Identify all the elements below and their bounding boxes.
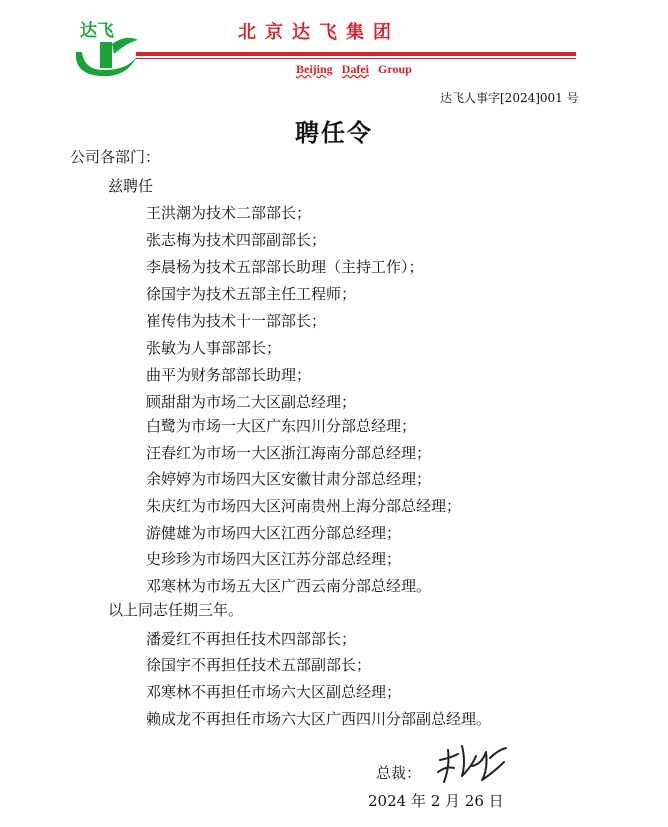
appointment-item: 朱庆红为市场四大区河南贵州上海分部总经理；	[146, 497, 462, 515]
company-en-word-3: Group	[378, 62, 412, 76]
signer-label: 总裁：	[376, 764, 422, 782]
company-en-word-1: Beijing	[296, 62, 333, 76]
appointment-item: 崔传伟为技术十一部部长；	[146, 312, 327, 330]
appointment-item: 史珍珍为市场四大区江苏分部总经理；	[146, 550, 402, 568]
appointment-item: 白鹭为市场一大区广东四川分部总经理；	[146, 417, 417, 435]
appointment-item: 张志梅为技术四部副部长；	[146, 231, 327, 249]
header-rule-thin	[136, 58, 576, 59]
dismissal-item: 邓寒林不再担任市场六大区副总经理；	[146, 683, 402, 701]
appointment-item: 顾甜甜为市场二大区副总经理；	[146, 393, 357, 411]
company-name-cn: 北京达飞集团	[238, 22, 400, 43]
company-en-word-2: Dafei	[341, 62, 369, 76]
dismissal-item: 徐国宇不再担任技术五部副部长；	[146, 656, 372, 674]
company-name-en	[296, 62, 412, 77]
intro-line: 兹聘任	[108, 177, 154, 195]
dismissal-item: 潘爱红不再担任技术四部部长；	[146, 630, 357, 648]
appointment-item: 曲平为财务部部长助理；	[146, 366, 312, 384]
dismissal-item: 赖成龙不再担任市场六大区广西四川分部副总经理。	[146, 710, 492, 728]
document-number: 达飞人事字[2024]001 号	[440, 91, 579, 105]
header-rule-thick	[136, 52, 576, 56]
company-logo	[72, 14, 142, 80]
appointment-item: 汪春红为市场一大区浙江海南分部总经理；	[146, 444, 432, 462]
appointment-item: 李晨杨为技术五部部长助理（主持工作）；	[146, 258, 424, 276]
appointment-item: 余婷婷为市场四大区安徽甘肃分部总经理；	[146, 470, 432, 488]
logo-text: 达飞	[80, 21, 114, 41]
document-title: 聘任令	[295, 118, 373, 147]
document-date: 2024 年 2 月 26 日	[368, 792, 504, 810]
term-note: 以上同志任期三年。	[108, 601, 244, 619]
appointment-item: 邓寒林为市场五大区广西云南分部总经理。	[146, 577, 432, 595]
appointment-item: 游健雄为市场四大区江西分部总经理；	[146, 524, 402, 542]
appointment-item: 王洪潮为技术二部部长；	[146, 204, 312, 222]
appointment-item: 张敏为人事部部长；	[146, 339, 282, 357]
handwritten-signature	[432, 736, 512, 788]
appointment-item: 徐国宇为技术五部主任工程师；	[146, 285, 357, 303]
addressee: 公司各部门：	[70, 148, 161, 166]
